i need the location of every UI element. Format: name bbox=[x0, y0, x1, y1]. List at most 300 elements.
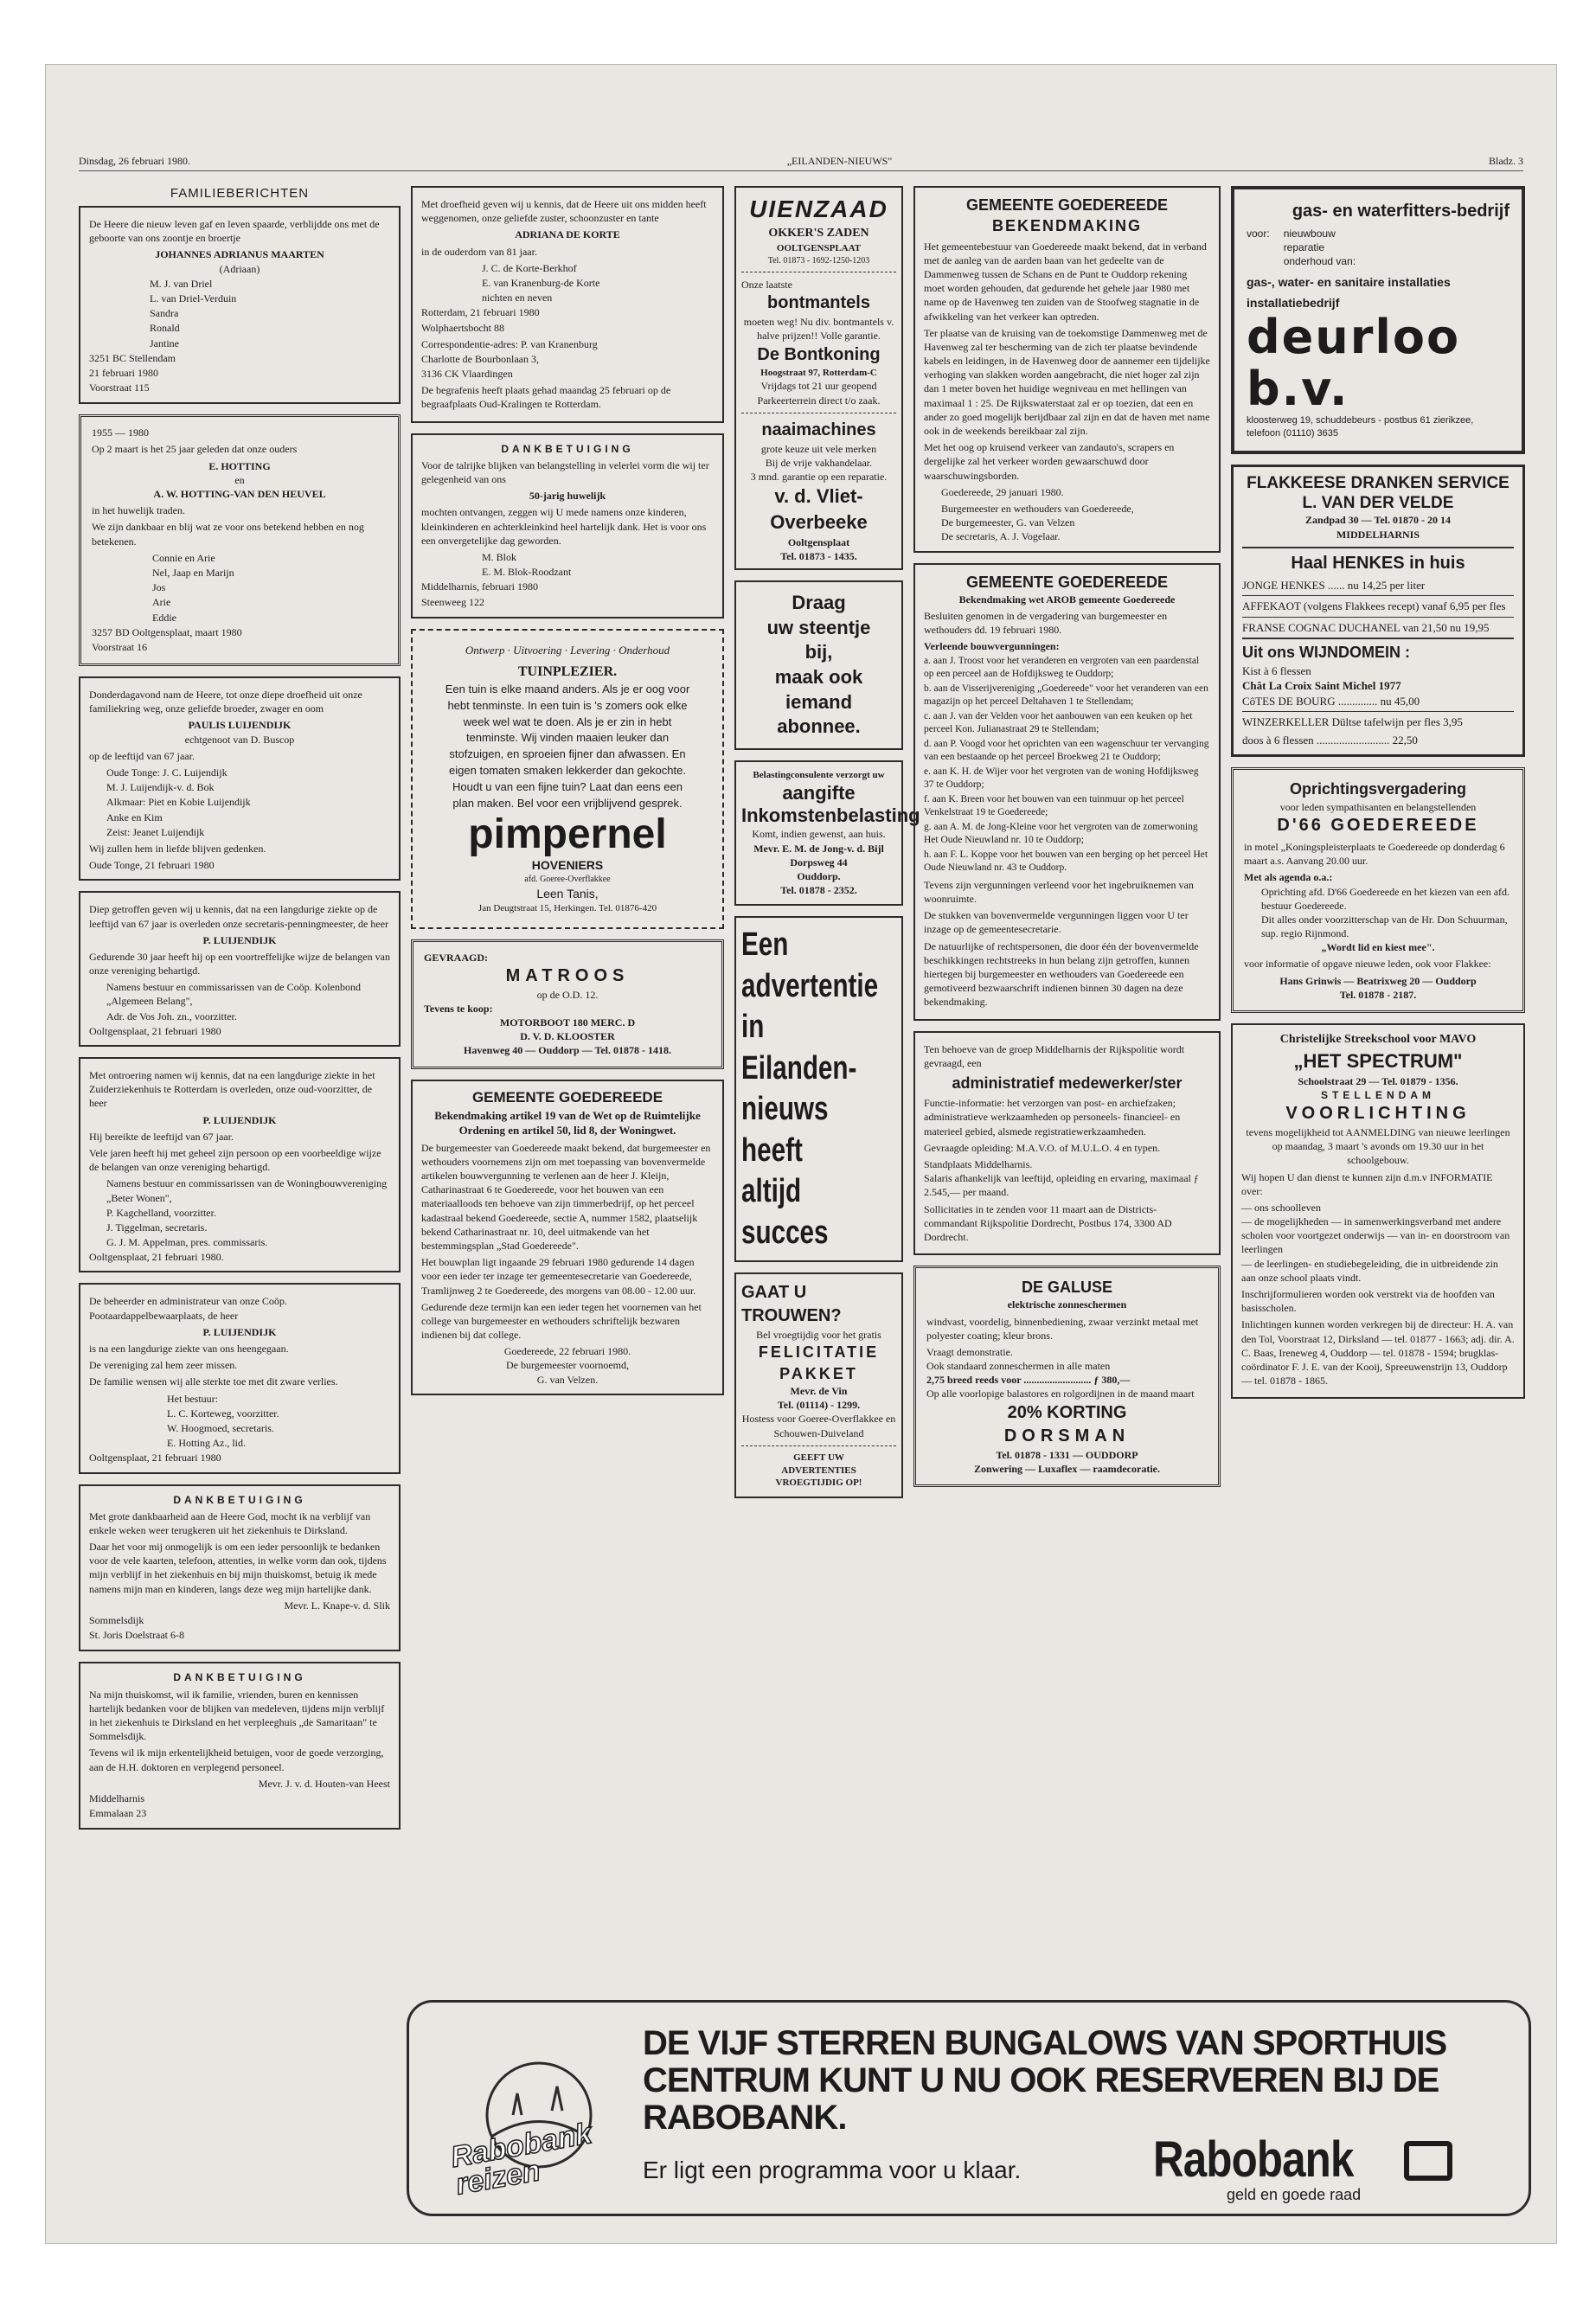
sign-line: Namens bestuur en commissarissen van de Woningbouwvereniging „Beter Wonen", bbox=[106, 1177, 388, 1204]
ann-text: De vereniging zal hem zeer missen. bbox=[89, 1359, 238, 1372]
ann-text: Voor de talrijke blijken van belangstelling in velerlei vorm die wij ter gelegenheid van ons bbox=[421, 458, 709, 485]
pimpernel-text: Een tuin is elke maand anders. Als je er oog voor hebt tenminste. In een tuin is 's zomers ook elke week wel wat te doen. Als je er zin in hebt tenminste. Wij vinden maaien leuker dan stofzuigen, en sproeien fijner dan afwassen. En eigen tomaten smaken lekkerder dan gekochte. Houdt u van een fijne tuin? Laat dan eens een plan maken. Bel voor een vrijblijvend gesprek. bbox=[445, 682, 690, 810]
deurloo-title: gas- en waterfitters-bedrijf bbox=[1292, 202, 1509, 221]
galuse-title: DE GALUSE bbox=[1021, 1279, 1112, 1297]
ann-nick: (Adriaan) bbox=[219, 262, 260, 275]
bont-addr: Hoogstraat 97, Rotterdam-C bbox=[760, 367, 877, 378]
geeft-line: GEEFT UW bbox=[793, 1452, 844, 1463]
deurloo-ad bbox=[1231, 186, 1525, 454]
pimpernel-address: Jan Deugtstraat 15, Herkingen. Tel. 01876-420 bbox=[478, 902, 657, 913]
d66-text: in motel „Koningspleisterplaats te Goedereede op donderdag 6 maart a.s. Aanvang 20.00 uur. bbox=[1244, 840, 1505, 868]
ann-sign: Mevr. L. Knape-v. d. Slik bbox=[284, 1599, 390, 1612]
header-page: Bladz. 3 bbox=[1488, 155, 1523, 167]
obituary-de-korte bbox=[411, 186, 724, 423]
geeft-line: VROEGTIJDIG OP! bbox=[775, 1477, 862, 1489]
thanks-title: DANKBETUIGING bbox=[173, 1671, 306, 1684]
mavo-text: Wij hopen U dan dienst te kunnen zijn d.m.v INFORMATIE over: bbox=[1241, 1170, 1493, 1197]
trouwen-ad bbox=[734, 1272, 903, 1498]
address-line: Steenweeg 122 bbox=[421, 595, 484, 608]
dranken-row: Chât La Croix Saint Michel 1977 bbox=[1242, 679, 1401, 693]
dranken-heading: Haal HENKES in huis bbox=[1242, 547, 1514, 575]
g2-text: De stukken van bovenvermelde vergunningen liggen voor U ter inzage op de gemeentesecretarie. bbox=[924, 909, 1189, 936]
galuse-firm: DORSMAN bbox=[1003, 1426, 1131, 1445]
ann-address bbox=[89, 1791, 390, 1820]
draag-line: maak ook bbox=[774, 665, 863, 688]
ann-text: is na een langdurige ziekte van ons heengegaan. bbox=[89, 1343, 289, 1355]
ann-text: Donderdagavond nam de Heere, tot onze diepe droefheid uit onze familiekring weg, onze geliefde broeder, zwager en oom bbox=[89, 689, 362, 715]
advertentie-line: succes bbox=[741, 1214, 829, 1251]
birth-announcement bbox=[79, 206, 401, 404]
mavo-addr: Schoolstraat 29 — Tel. 01879 - 1356. bbox=[1298, 1074, 1458, 1087]
address-line: Wolphaertsbocht 88 bbox=[421, 321, 505, 334]
naai-store: v. d. Vliet-Overbeeke bbox=[770, 485, 868, 534]
ann-age: in de ouderdom van 81 jaar. bbox=[421, 245, 537, 258]
uienzaad-place: OOLTGENSPLAAT bbox=[776, 242, 862, 253]
ann-text: Op 2 maart is het 25 jaar geleden dat onze ouders bbox=[92, 443, 298, 456]
address-line: Voorstraat 115 bbox=[89, 381, 150, 394]
politie-title: administratief medewerker/ster bbox=[952, 1074, 1183, 1092]
galuse-tel: Tel. 01878 - 1331 — OUDDORP bbox=[996, 1448, 1138, 1461]
ann-funeral: De begrafenis heeft plaats gehad maandag 25 februari op de begraafplaats Oud-Kralingen te Rotterdam. bbox=[421, 384, 671, 411]
galuse-items: Zonwering — Luxaflex — raamdecoratie. bbox=[974, 1462, 1160, 1475]
address-line: St. Joris Doelstraat 6-8 bbox=[89, 1629, 184, 1642]
trouwen-tel: Tel. (01114) - 1299. bbox=[777, 1399, 861, 1412]
galuse-text: Ook standaard zonneschermen in alle maten bbox=[926, 1360, 1111, 1373]
ann-name: P. LUIJENDIJK bbox=[202, 933, 277, 946]
advertentie-line: heeft bbox=[741, 1131, 803, 1169]
matroos-ad bbox=[411, 939, 724, 1069]
ann-place: Oude Tonge, 21 februari 1980 bbox=[89, 859, 215, 872]
rabobank-headline: DE VIJF STERREN BUNGALOWS VAN SPORTHUIS CENTRUM KUNT U NU OOK RESERVEREN BIJ DE RABOBANK. bbox=[643, 2024, 1447, 2138]
thanks-2 bbox=[79, 1662, 401, 1830]
trouwen-text: Bel vroegtijdig voor het gratis bbox=[756, 1329, 881, 1342]
galuse-discount: 20% KORTING bbox=[1007, 1402, 1127, 1422]
g2-items bbox=[924, 655, 1210, 875]
belasting-ad bbox=[734, 760, 920, 907]
dranken-row: Kist à 6 flessen bbox=[1242, 663, 1311, 677]
ann-name: P. LUIJENDIJK bbox=[202, 1113, 277, 1126]
advertentie-line: Een bbox=[741, 926, 789, 964]
d66-contact: Hans Grinwis — Beatrixweg 20 — Ouddorp bbox=[1279, 974, 1477, 987]
matroos-label: GEVRAAGD: bbox=[424, 951, 488, 964]
ann-text: Gedurende 30 jaar heeft hij op een voortreffelijke wijze de belangen van onze vereniging behartigd. bbox=[89, 950, 390, 977]
rabobank-badge-text: Rabobank reizen bbox=[448, 2117, 594, 2202]
g2-sub: Bekendmaking wet AROB gemeente Goedereede bbox=[958, 593, 1176, 606]
politie-info: Sollicitaties in te zenden voor 11 maart aan de Districts-commandant Rijkspolitie Dordrecht, Postbus 174, 3300 AD Dordrecht. bbox=[924, 1202, 1172, 1243]
belasting-product: aangifte Inkomstenbelasting bbox=[741, 781, 920, 826]
advertentie-line: in bbox=[741, 1009, 765, 1046]
ann-text: Daar het voor mij onmogelijk is om een ieder persoonlijk te bedanken voor de vele kaarten, telefoon, attenties, in welke vorm dan ook, tijdens mijn verblijf in het ziekenhuis en bij mijn thuiskomst, betuig ik mede namens mijn man en kinderen, langs deze weg mijn hartelijke dank. bbox=[89, 1541, 387, 1595]
bont-latest: Onze laatste bbox=[741, 279, 792, 292]
sign-line: Adr. de Vos Joh. zn., voorzitter. bbox=[106, 1009, 237, 1022]
ann-address bbox=[92, 625, 388, 654]
d66-text: voor informatie of opgave nieuwe leden, ook voor Flakkee: bbox=[1244, 958, 1491, 971]
ann-place: Ooltgensplaat, 21 februari 1980 bbox=[89, 1452, 221, 1465]
g1-text: Met het oog op kruisend verkeer van zandauto's, scrapers en dergelijke zal het verkeer worden gewaarschuwd door waarschuwingsborden. bbox=[924, 441, 1175, 482]
family-line: M. J. Luijendijk-v. d. Bok bbox=[106, 781, 215, 794]
ann-text: Tevens wil ik mijn erkentelijkheid betuigen, voor de goede verzorging, aan de H.H. doktoren en verplegend personeel. bbox=[89, 1747, 384, 1773]
ann-text: in het huwelijk traden. bbox=[92, 504, 185, 517]
trouwen-product: FELICITATIE PAKKET bbox=[758, 1343, 880, 1382]
g2-item: f. aan K. Breen voor het bouwen van een tuinmuur op het perceel Venkelstraat 19 te Goedereede; bbox=[924, 793, 1184, 818]
ann-sign: Mevr. J. v. d. Houten-van Heest bbox=[258, 1777, 390, 1790]
rabobank-badge bbox=[444, 2054, 634, 2202]
pimpernel-logo: pimpernel bbox=[468, 811, 667, 857]
politie-info: Functie-informatie: het verzorgen van post- en archiefzaken; administratieve werkzaamheden op personeels- financieel- en materieel gebied, alsmede registratiewerkzaamheden. bbox=[924, 1097, 1181, 1138]
naai-tel: Tel. 01873 - 1435. bbox=[780, 549, 857, 562]
ann-text: De Heere die nieuw leven gaf en leven spaarde, verblijdde ons met de geboorte van ons zoontje en broertje bbox=[89, 218, 380, 245]
ann-sign bbox=[89, 980, 390, 1023]
family-line: Sandra bbox=[150, 307, 179, 320]
ann-sign bbox=[89, 1176, 390, 1249]
g1-sign: De burgemeester, G. van Velzen bbox=[941, 516, 1075, 529]
ann-name: P. LUIJENDIJK bbox=[202, 1325, 277, 1338]
deurloo-service: onderhoud van: bbox=[1283, 255, 1356, 268]
matroos-address: Havenweg 40 — Ouddorp — Tel. 01878 - 1418. bbox=[463, 1044, 672, 1057]
deurloo-logo: deurloo b.v. bbox=[1247, 310, 1461, 416]
draag-ad bbox=[734, 580, 903, 750]
header-date: Dinsdag, 26 februari 1980. bbox=[79, 155, 190, 167]
ann-spouse: echtgenoot van D. Buscop bbox=[184, 733, 295, 746]
galuse-text: Op alle voorlopige balastores en rolgordijnen in de maand maart bbox=[926, 1388, 1195, 1400]
obituary-4 bbox=[79, 1283, 401, 1473]
family-line: L. van Driel-Verduin bbox=[150, 292, 237, 304]
g2-item: e. aan K. H. de Wijer voor het vergroten van de woning Hofdijksweg 37 te Ouddorp; bbox=[924, 766, 1199, 791]
gemeente-sign: G. van Velzen. bbox=[536, 1373, 599, 1386]
family-line: Connie en Arie bbox=[152, 551, 215, 564]
gemeente-title: GEMEENTE GOEDEREEDE bbox=[471, 1088, 663, 1106]
matroos-title: MATROOS bbox=[505, 965, 630, 985]
family-line: Nel, Jaap en Marijn bbox=[152, 566, 234, 579]
naai-text: grote keuze uit vele merken bbox=[760, 442, 877, 455]
pimpernel-sub2: afd. Goeree-Overflakkee bbox=[524, 875, 611, 885]
ann-address bbox=[421, 580, 714, 608]
ann-address bbox=[421, 305, 714, 334]
corr-line: Charlotte de Bourbonlaan 3, bbox=[421, 352, 539, 365]
g1-sub: BEKENDMAKING bbox=[991, 217, 1142, 235]
ann-event: 50-jarig huwelijk bbox=[529, 490, 606, 503]
ann-corr bbox=[421, 337, 714, 381]
draag-line: bij, bbox=[804, 641, 833, 663]
uienzaad-ad bbox=[734, 186, 903, 570]
d66-title: Oprichtingsvergadering bbox=[1289, 780, 1467, 798]
gemeente-place: Goedereede, 22 februari 1980. bbox=[503, 1345, 631, 1358]
dranken-row: WINZERKELLER Dültse tafelwijn per fles 3,95 bbox=[1242, 711, 1514, 730]
corr-line: Correspondentie-adres: P. van Kranenburg bbox=[421, 337, 598, 350]
galuse-sub: elektrische zonneschermen bbox=[1007, 1298, 1127, 1311]
sign-line: Namens bestuur en commissarissen van de Coöp. Kolenbond „Algemeen Belang", bbox=[106, 981, 361, 1008]
pimpernel-owner: Leen Tanis, bbox=[536, 886, 599, 901]
deurloo-addr: kloosterweg 19, schuddebeurs - postbus 61 zierikzee, telefoon (01110) 3635 bbox=[1247, 415, 1474, 439]
ann-age: op de leeftijd van 67 jaar. bbox=[89, 749, 195, 762]
draag-line: uw steentje bbox=[766, 616, 871, 638]
column-family bbox=[79, 186, 401, 1840]
matroos-sale: Tevens te koop: bbox=[424, 1002, 493, 1015]
sign-line: Het bestuur: bbox=[167, 1392, 218, 1405]
ann-text: mochten ontvangen, zeggen wij U mede namens onze kinderen, kleinkinderen en achterkleinkind heel hartelijk dank. Het is voor ons een onvergetelijke dag geworden. bbox=[421, 506, 707, 547]
d66-name: D'66 GOEDEREEDE bbox=[1277, 815, 1479, 835]
family-line: Zeist: Jeanet Luijendijk bbox=[106, 825, 205, 838]
deurloo-service: gas-, water- en sanitaire installaties bbox=[1247, 274, 1451, 289]
g2-item: c. aan J. van der Velden voor het aanbouwen van een keuken op het perceel Kon. Julianastraat 29 te Stellendam; bbox=[924, 710, 1193, 735]
thanks-blok bbox=[411, 433, 724, 619]
sign-line: L. C. Korteweg, voorzitter. bbox=[167, 1407, 279, 1420]
family-line: Arie bbox=[152, 596, 171, 609]
politie-info: Gevraagde opleiding: M.A.V.O. of M.U.L.O. 4 en typen. bbox=[924, 1141, 1161, 1154]
gemeente-ad-1 bbox=[411, 1080, 724, 1395]
politie-text: Ten behoeve van de groep Middelharnis der Rijkspolitie wordt gevraagd, een bbox=[924, 1042, 1185, 1069]
belasting-title: Belastingconsulente verzorgt uw bbox=[753, 769, 885, 780]
ann-age: Hij bereikte de leeftijd van 67 jaar. bbox=[89, 1130, 234, 1143]
g1-title: GEMEENTE GOEDEREEDE bbox=[965, 196, 1169, 214]
column-two bbox=[411, 186, 724, 1406]
sign-line: M. Blok bbox=[482, 550, 517, 563]
bont-product: bontmantels bbox=[767, 293, 870, 313]
column-four bbox=[913, 186, 1221, 1497]
family-line: Oude Tonge: J. C. Luijendijk bbox=[106, 766, 228, 779]
family-line: Jos bbox=[152, 581, 166, 594]
g2-text: Tevens zijn vergunningen verleend voor het ingebruiknemen van woonruimte. bbox=[924, 878, 1194, 906]
ann-name: ADRIANA DE KORTE bbox=[515, 228, 620, 241]
mavo-item: — de mogelijkheden — in samenwerkingsverband met andere scholen voor voortgezet onderwijs — van in- en doorstroom van leerlingen bbox=[1241, 1215, 1510, 1256]
belasting-tel: Tel. 01878 - 2352. bbox=[780, 884, 857, 897]
address-line: Rotterdam, 21 februari 1980 bbox=[421, 306, 540, 319]
gemeente-text: Gedurende deze termijn kan een ieder tegen het voornemen van het college van burgemeester en wethouders schriftelijk bezwaren indienen bij dat college. bbox=[421, 1300, 702, 1342]
ann-text: Vele jaren heeft hij met geheel zijn persoon op een voorbeeldige wijze de belangen van onze vereniging behartigd. bbox=[89, 1146, 381, 1174]
ann-text: De familie wensen wij alle sterkte toe met dit zware verlies. bbox=[89, 1375, 338, 1388]
mavo-text: Inschrijformulieren worden ook verstrekt via de hoofden van basisscholen. bbox=[1241, 1288, 1495, 1315]
dranken-row: CôTES DE BOURG .............. nu 45,00 bbox=[1242, 694, 1420, 708]
d66-item: „Wordt lid en kiest mee". bbox=[1321, 941, 1435, 954]
mavo-title: Christelijke Streekschool voor MAVO bbox=[1279, 1033, 1477, 1046]
ann-place: Ooltgensplaat, 21 februari 1980. bbox=[89, 1251, 224, 1264]
gemeente-arob bbox=[913, 563, 1221, 1021]
g2-title: GEMEENTE GOEDEREEDE bbox=[965, 573, 1169, 591]
d66-label: Met als agenda o.a.: bbox=[1244, 871, 1333, 884]
dranken-title: FLAKKEESE DRANKEN SERVICE L. VAN DER VELDE bbox=[1247, 473, 1509, 512]
naai-place: Ooltgensplaat bbox=[787, 535, 850, 548]
corr-line: 3136 CK Vlaardingen bbox=[421, 368, 513, 381]
trouwen-name: Mevr. de Vin bbox=[790, 1385, 848, 1398]
galuse-text: windvast, voordelig, binnenbediening, zwaar verzinkt metaal met polyester coating; kleur brons. bbox=[926, 1315, 1199, 1342]
galuse-text: Vraagt demonstratie. bbox=[926, 1345, 1013, 1358]
advertentie-lines bbox=[741, 925, 879, 1253]
ann-name: A. W. HOTTING-VAN DEN HEUVEL bbox=[153, 488, 326, 500]
mavo-name: „HET SPECTRUM" bbox=[1293, 1049, 1463, 1072]
advertentie-ad bbox=[734, 916, 903, 1262]
uienzaad-firm: OKKER'S ZADEN bbox=[768, 226, 869, 240]
family-line: nichten en neven bbox=[482, 292, 553, 304]
naai-text: Bij de vrije vakhandelaar. bbox=[765, 457, 873, 469]
naai-guarantee: 3 mnd. garantie op een reparatie. bbox=[750, 471, 888, 484]
belasting-name: Mevr. E. M. de Jong-v. d. Bijl bbox=[753, 842, 884, 855]
advertentie-line: altijd bbox=[741, 1173, 802, 1210]
ann-sign bbox=[421, 550, 714, 579]
rabobank-tagline: Er ligt een programma voor u klaar. bbox=[643, 2157, 1022, 2183]
uienzaad-title: UIENZAAD bbox=[749, 195, 888, 222]
ann-name: PAULIS LUIJENDIJK bbox=[188, 719, 292, 732]
ann-name: JOHANNES ADRIANUS MAARTEN bbox=[155, 248, 324, 261]
bont-store: De Bontkoning bbox=[757, 344, 881, 364]
advertentie-line: Eilanden- bbox=[741, 1049, 857, 1086]
mavo-heading: VOORLICHTING bbox=[1285, 1103, 1471, 1123]
sign-line: J. Tiggelman, secretaris. bbox=[106, 1221, 208, 1234]
thanks-title: DANKBETUIGING bbox=[173, 1493, 306, 1506]
trouwen-title: GAAT U TROUWEN? bbox=[741, 1283, 842, 1326]
dranken-addr: Zandpad 30 — Tel. 01870 - 20 14 bbox=[1304, 514, 1452, 527]
gemeente-bekendmaking bbox=[913, 186, 1221, 553]
uienzaad-tel: Tel. 01873 - 1692-1250-1203 bbox=[767, 255, 870, 266]
dranken-row: doos à 6 flessen .......................... 22,50 bbox=[1242, 733, 1418, 747]
mavo-text: op maandag, 3 maart 's avonds om 19.30 uur in het schoolgebouw. bbox=[1272, 1140, 1484, 1167]
family-line: Jantine bbox=[150, 336, 179, 349]
ann-text: Diep getroffen geven wij u kennis, dat na een langdurige ziekte op de leeftijd van 67 jaar is overleden onze secretaris-penningmeester, de heer bbox=[89, 903, 389, 930]
ann-text: De beheerder en administrateur van onze Coöp. Pootaardappelbewaarplaats, de heer bbox=[89, 1295, 287, 1322]
mavo-place: STELLENDAM bbox=[1321, 1088, 1435, 1101]
dranken-ad bbox=[1231, 465, 1525, 758]
address-line: 21 februari 1980 bbox=[89, 366, 158, 379]
g1-sign: De secretaris, A. J. Vogelaar. bbox=[941, 530, 1061, 543]
g1-text: Ter plaatse van de kruising van de toekomstige Dammenweg met de Havenweg zal ter bescherming van de zich ter plaatse bevindende kabels en leidingen, in de Havenweg door de aannemer een tijdelijke verhoging van slakken worden aangebracht, die niet hoger zal zijn dan 1 meter boven het huidige wegniveau en met hellingen van maximaal 1 : 25. De Rijkswaterstaat zal er op toezien, dat een en ander zo goed mogelijk berijdbaar zal zijn en dat de haven met name ook in de weekends bereikbaar zal zijn. bbox=[924, 326, 1210, 438]
d66-item: Oprichting afd. D'66 Goedereede en het kiezen van een afd. bestuur Goedereede. bbox=[1261, 885, 1510, 912]
anniversary-announcement bbox=[79, 414, 401, 666]
dranken-heading: Uit ons WIJNDOMEIN : bbox=[1242, 638, 1514, 663]
address-line: 3257 BD Ooltgensplaat, maart 1980 bbox=[92, 625, 242, 638]
header-paper: „EILANDEN-NIEUWS" bbox=[786, 155, 893, 167]
deurloo-service: installatiebedrijf bbox=[1247, 296, 1340, 311]
dranken-row: AFFEKAOT (volgens Flakkees recept) vanaf 6,95 per fles bbox=[1242, 595, 1514, 614]
draag-line: iemand bbox=[785, 690, 853, 713]
draag-line: Draag bbox=[792, 592, 846, 614]
deurloo-services bbox=[1247, 227, 1509, 269]
politie-info: Standplaats Middelharnis. bbox=[924, 1157, 1033, 1170]
advertentie-line: advertentie bbox=[741, 967, 879, 1004]
ann-name: E. HOTTING bbox=[208, 459, 271, 472]
matroos-owner: D. V. D. KLOOSTER bbox=[520, 1030, 615, 1043]
address-line: Middelharnis bbox=[89, 1791, 144, 1804]
g2-text: De natuurlijke of rechtspersonen, die door één der bovenvermelde beschikkingen rechtstreeks in hun belang zijn getroffen, kunnen hiertegen bij burgemeester en wethouders van Goedereede een gemotiveerd bezwaarschrift indienen binnen 30 dagen na deze bekendmaking. bbox=[924, 939, 1199, 1009]
dranken-place: MIDDELHARNIS bbox=[1336, 528, 1420, 541]
ann-place: Ooltgensplaat, 21 februari 1980 bbox=[89, 1024, 221, 1037]
obituary-3 bbox=[79, 1057, 401, 1272]
sign-line: E. Hotting Az., lid. bbox=[167, 1437, 246, 1450]
belasting-text: Komt, indien gewenst, aan huis. bbox=[752, 828, 886, 841]
family-line: E. van Kranenburg-de Korte bbox=[482, 276, 600, 289]
galuse-ad bbox=[913, 1266, 1221, 1487]
g1-text: Het gemeentebestuur van Goedereede maakt bekend, dat in verband met de aanleg van de aarden baan van het gedeelte van de Dammenweg tussen de Schans en de Punt te Ouddorp rekening moet worden gehouden, dat gedurende het gehele jaar 1980 met name op de Havenweg ten zuiden van de Stoofweg stagnatie in de afwikkeling van het verkeer kan optreden. bbox=[924, 240, 1207, 323]
ann-text: Met grote dankbaarheid aan de Heere God, mocht ik na verblijf van enkele weken weer terugkeren uit het ziekenhuis te Dirksland. bbox=[89, 1509, 371, 1536]
address-line: 3251 BC Stellendam bbox=[89, 351, 176, 364]
sign-line: W. Hoogmoed, secretaris. bbox=[167, 1421, 274, 1434]
deurloo-service: reparatie bbox=[1283, 241, 1325, 254]
matroos-sub: op de O.D. 12. bbox=[536, 988, 599, 1001]
rabobank-logo-icon bbox=[1404, 2141, 1452, 2181]
gemeente-sign: De burgemeester voornoemd, bbox=[505, 1359, 630, 1372]
g2-item: b. aan de Visserijvereniging „Goedereede" voor het veranderen van een magazijn op het perceel Deltahaven 1 te Stellendam; bbox=[924, 683, 1208, 708]
pimpernel-arc: Ontwerp · Uitvoering · Levering · Onderhoud bbox=[465, 643, 670, 657]
naai-title: naaimachines bbox=[761, 420, 876, 439]
politie-info: Salaris afhankelijk van leeftijd, opleiding en ervaring, maximaal ƒ 2.545,— per maand. bbox=[924, 1172, 1199, 1199]
mavo-item: — ons schoolleven bbox=[1241, 1201, 1321, 1214]
deurloo-service: nieuwbouw bbox=[1283, 228, 1336, 240]
column-five bbox=[1231, 186, 1525, 1409]
address-line: Sommelsdijk bbox=[89, 1614, 144, 1626]
g2-item: h. aan F. L. Koppe voor het bouwen van een berging op het perceel Het Oude Nieuwland nr. 43 te Ouddorp. bbox=[924, 849, 1208, 874]
thanks-1 bbox=[79, 1484, 401, 1652]
ann-address bbox=[89, 1613, 390, 1642]
d66-ad bbox=[1231, 767, 1525, 1013]
pimpernel-sub: HOVENIERS bbox=[531, 858, 604, 873]
family-line: Alkmaar: Piet en Kobie Luijendijk bbox=[106, 796, 251, 809]
ann-closing: Wij zullen hem in liefde blijven gedenken. bbox=[89, 842, 266, 855]
obituary-2 bbox=[79, 891, 401, 1047]
ann-years: 1955 — 1980 bbox=[92, 426, 149, 439]
family-line: M. J. van Driel bbox=[150, 277, 213, 290]
column-three bbox=[734, 186, 920, 1509]
ann-address bbox=[89, 351, 390, 395]
newspaper-page bbox=[45, 64, 1557, 2244]
thanks-title: DANKBETUIGING bbox=[501, 442, 634, 455]
family-line: Ronald bbox=[150, 322, 180, 335]
pimpernel-title: TUINPLEZIER. bbox=[517, 664, 618, 680]
ann-family bbox=[89, 277, 390, 350]
g1-sign: Burgemeester en wethouders van Goedereede, bbox=[941, 502, 1134, 515]
deurloo-voor: voor: bbox=[1247, 228, 1270, 240]
sign-line: G. J. M. Appelman, pres. commissaris. bbox=[106, 1236, 268, 1249]
g1-place: Goedereede, 29 januari 1980. bbox=[941, 485, 1064, 498]
g2-label: Verleende bouwvergunningen: bbox=[924, 640, 1060, 653]
d66-text: voor leden sympathisanten en belangstellenden bbox=[1279, 800, 1477, 813]
advertentie-line: nieuws bbox=[741, 1091, 829, 1128]
matroos-boat: MOTORBOOT 180 MERC. D bbox=[499, 1016, 636, 1029]
page-header bbox=[79, 155, 1523, 171]
mavo-ad bbox=[1231, 1023, 1525, 1399]
belasting-addr: Dorpsweg 44 bbox=[790, 856, 848, 868]
address-line: Emmalaan 23 bbox=[89, 1807, 147, 1820]
draag-line: abonnee. bbox=[777, 715, 861, 738]
ann-family bbox=[92, 551, 388, 625]
gemeente-text: Het bouwplan ligt ingaande 29 februari 1980 gedurende 14 dagen voor een ieder ter inzage ter gemeentesecretarie van Goedereede, Tramlijnweg 2 te Goedereede, des morgens van 08.00 - 12.00 uur. bbox=[421, 1256, 696, 1297]
ann-family bbox=[89, 766, 390, 839]
d66-item: Dit alles onder voorzitterschap van de Hr. Don Schuurman, sup. regio Rijnmond. bbox=[1261, 913, 1508, 940]
family-line: J. C. de Korte-Berkhof bbox=[482, 261, 577, 274]
dranken-row: FRANSE COGNAC DUCHANEL van 21,50 nu 19,95 bbox=[1242, 617, 1514, 636]
g2-item: a. aan J. Troost voor het veranderen en vergroten van een paardenstal op een perceel aan de Hofdijksweg te Ouddorp; bbox=[924, 655, 1200, 680]
pimpernel-ad bbox=[411, 629, 724, 929]
address-line: Voorstraat 16 bbox=[92, 640, 148, 653]
section-title: FAMILIEBERICHTEN bbox=[170, 186, 310, 201]
gemeente-sub: Bekendmaking artikel 19 van de Wet op de Ruimtelijke Ordening en artikel 50, lid 8, der Woningwet. bbox=[434, 1108, 701, 1138]
ann-text: Na mijn thuiskomst, wil ik familie, vrienden, buren en kennissen hartelijk bedanken voor de blijken van medeleven, tijdens mijn verblijf in het ziekenhuis te Dirksland en het verpleeghuis „de Samaritaan" te Sommelsdijk. bbox=[89, 1688, 385, 1743]
ann-sign bbox=[89, 1392, 390, 1451]
rabobank-logo: Rabobank bbox=[1153, 2131, 1354, 2188]
bont-text: Vrijdags tot 21 uur geopend Parkeerterrein direct t/o zaak. bbox=[757, 380, 881, 407]
bont-text: moeten weg! Nu div. bontmantels v. halve prijzen!! Volle garantie. bbox=[743, 316, 894, 343]
ann-text: Met ontroering namen wij kennis, dat na een langdurige ziekte in het Zuiderziekenhuis te Rotterdam is overleden, onze oud-voorzitter, de heer bbox=[89, 1069, 375, 1110]
g2-item: g. aan A. M. de Jong-Kleine voor het vergroten van de zomerwoning Het Oude Nieuwland nr. 10 te Ouddorp; bbox=[924, 821, 1198, 846]
belasting-place: Ouddorp. bbox=[797, 869, 841, 882]
gemeente-text: De burgemeester van Goedereede maakt bekend, dat burgemeester en wethouders voornemens zijn om met toepassing van bovenvermelde artikelen bouwvergunning te verlenen aan de heer J. Kleijn, Catharinastraat 6 te Goedereede, voor het bouwen van een materiaalloods ten behoeve van zijn timmerbedrijf, op het perceel kadastraal bekend Goedereede, sectie A, nummer 1582, plaatselijk bekend Catharinastraat nr. 10, deel uitmakende van het bestemmingsplan „Stad Goedereede". bbox=[421, 1141, 711, 1252]
d66-tel: Tel. 01878 - 2187. bbox=[1339, 988, 1417, 1001]
ann-text: Met droefheid geven wij u kennis, dat de Heere uit ons midden heeft weggenomen, onze geliefde zuster, schoonzuster en tante bbox=[421, 198, 707, 225]
g2-text: Besluiten genomen in de vergadering van burgemeester en wethouders dd. 19 februari 1980. bbox=[924, 610, 1168, 637]
obituary-1 bbox=[79, 676, 401, 881]
galuse-price: 2,75 breed reeds voor .......................... ƒ 380,— bbox=[926, 1374, 1131, 1387]
politie-ad bbox=[913, 1031, 1221, 1256]
geeft-line: ADVERTENTIES bbox=[781, 1465, 856, 1476]
dranken-row: JONGE HENKES ...... nu 14,25 per liter bbox=[1242, 578, 1426, 592]
family-line: Eddie bbox=[152, 611, 176, 624]
